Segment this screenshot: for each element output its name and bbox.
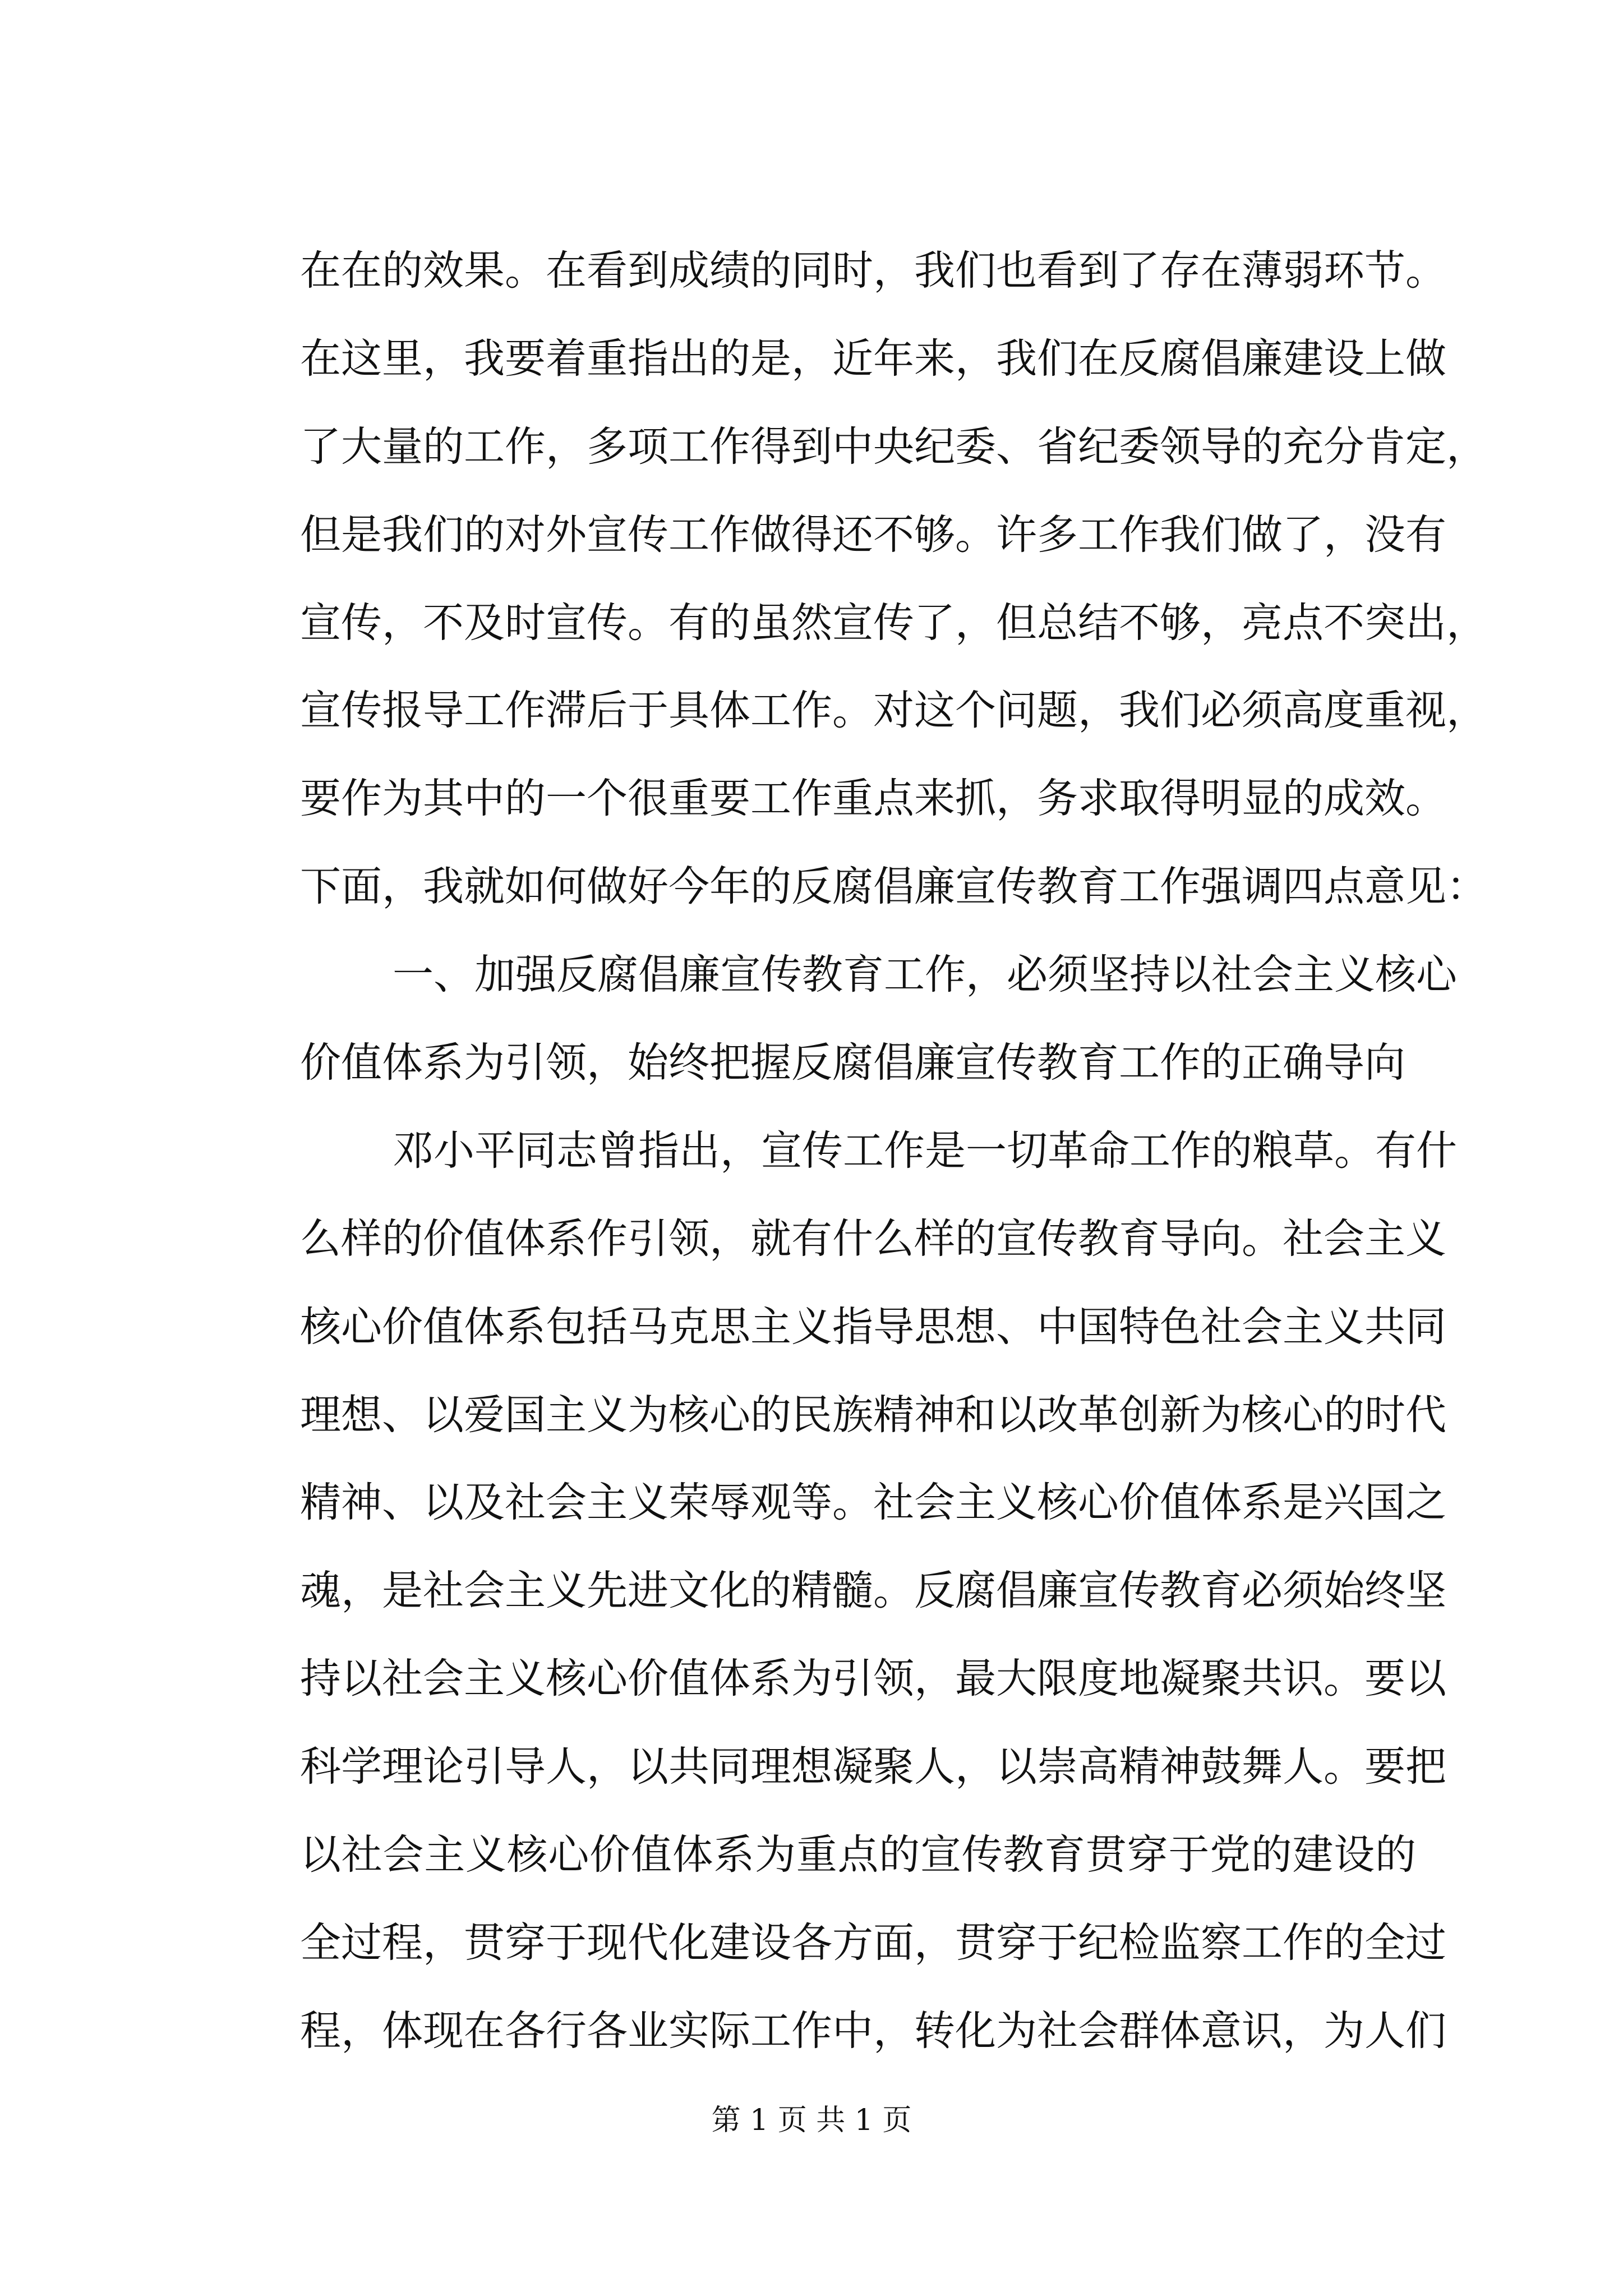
text-line: 程，体现在各行各业实际工作中，转化为社会群体意识，为人们: [300, 2007, 1446, 2055]
text-line: 但是我们的对外宣传工作做得还不够。许多工作我们做了，没有: [300, 510, 1446, 559]
text-line: 邓小平同志曾指出，宣传工作是一切革命工作的粮草。有什: [393, 1126, 1457, 1175]
text-line: 核心价值体系包括马克思主义指导思想、中国特色社会主义共同: [300, 1303, 1446, 1351]
text-line: 持以社会主义核心价值体系为引领，最大限度地凝聚共识。要以: [300, 1655, 1446, 1703]
section-heading-line: 价值体系为引领，始终把握反腐倡廉宣传教育工作的正确导向: [300, 1039, 1405, 1087]
text-line: 精神、以及社会主义荣辱观等。社会主义核心价值体系是兴国之: [300, 1479, 1446, 1527]
text-line: 了大量的工作，多项工作得到中央纪委、省纪委领导的充分肯定，: [300, 422, 1487, 471]
text-line: 下面，我就如何做好今年的反腐倡廉宣传教育工作强调四点意见：: [300, 863, 1487, 911]
text-line: 全过程，贯穿于现代化建设各方面，贯穿于纪检监察工作的全过: [300, 1918, 1446, 1967]
text-line: 以社会主义核心价值体系为重点的宣传教育贯穿于党的建设的: [300, 1831, 1416, 1879]
text-line: 要作为其中的一个很重要工作重点来抓，务求取得明显的成效。: [300, 775, 1446, 823]
text-line: 在在的效果。在看到成绩的同时，我们也看到了存在薄弱环节。: [300, 247, 1446, 295]
document-body: [300, 227, 1487, 2076]
text-line: 宣传报导工作滞后于具体工作。对这个问题，我们必须高度重视，: [300, 687, 1487, 735]
text-line: 在这里，我要着重指出的是，近年来，我们在反腐倡廉建设上做: [300, 334, 1446, 383]
section-heading-line: 一、加强反腐倡廉宣传教育工作，必须坚持以社会主义核心: [393, 951, 1457, 999]
page-number-footer: 第 1 页 共 1 页: [711, 2104, 912, 2137]
text-line: 魂，是社会主义先进文化的精髓。反腐倡廉宣传教育必须始终坚: [300, 1567, 1446, 1615]
text-line: 理想、以爱国主义为核心的民族精神和以改革创新为核心的时代: [300, 1391, 1446, 1439]
text-line: 科学理论引导人，以共同理想凝聚人，以崇高精神鼓舞人。要把: [300, 1743, 1446, 1791]
text-line: 宣传，不及时宣传。有的虽然宣传了，但总结不够，亮点不突出，: [300, 599, 1487, 647]
text-line: 么样的价值体系作引领，就有什么样的宣传教育导向。社会主义: [300, 1214, 1446, 1263]
